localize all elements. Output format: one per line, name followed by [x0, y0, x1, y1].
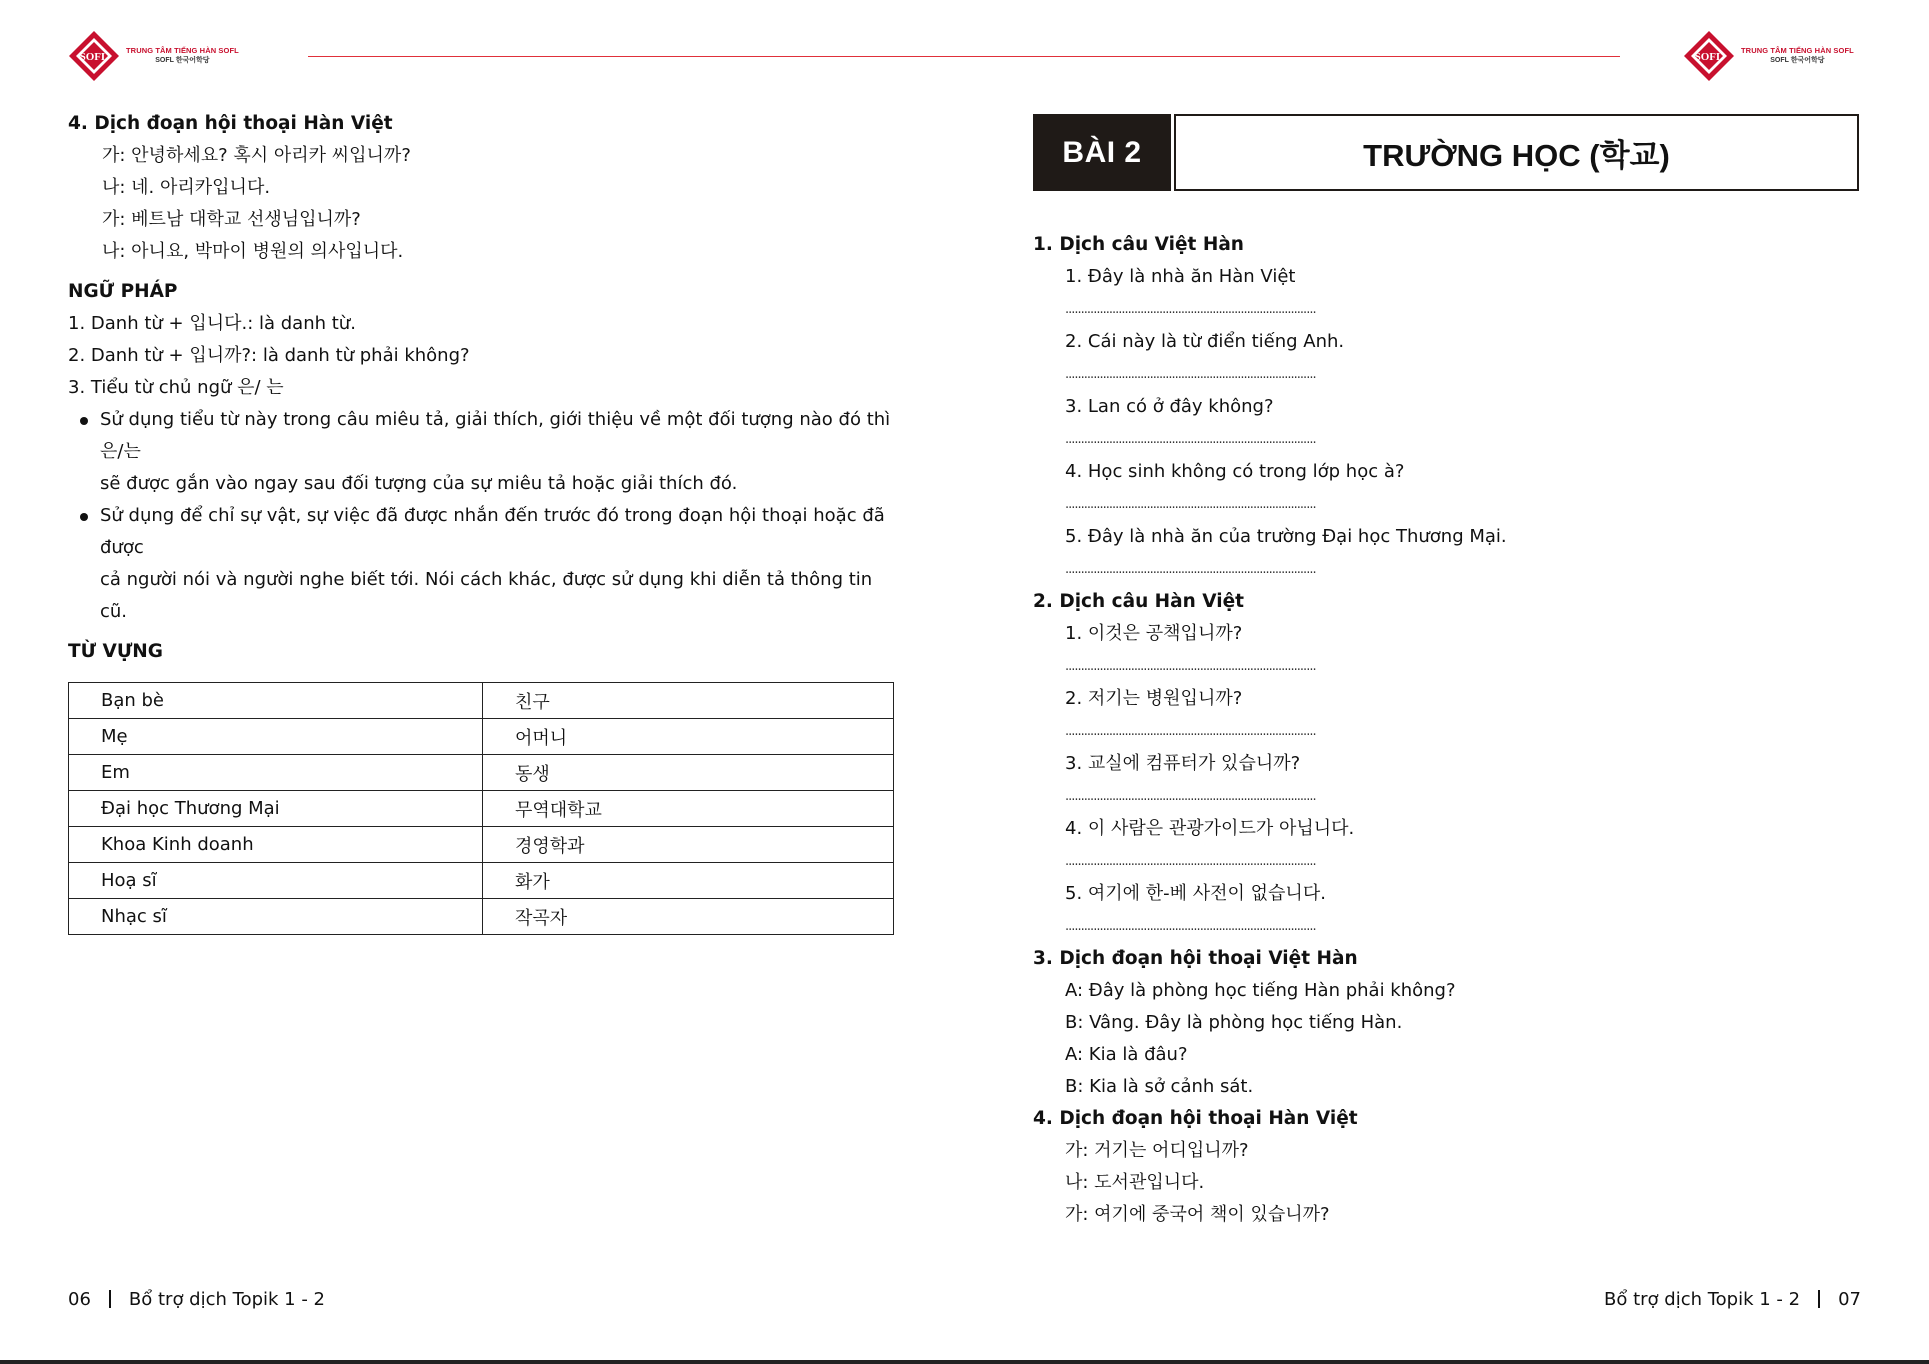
answer-line: ................................................................................	[1065, 367, 1316, 382]
vocab-vietnamese: Bạn bè	[69, 683, 483, 719]
vocab-vietnamese: Đại học Thương Mại	[69, 791, 483, 827]
section-heading: 4. Dịch đoạn hội thoại Hàn Việt	[1033, 1108, 1358, 1129]
section-heading: 3. Dịch đoạn hội thoại Việt Hàn	[1033, 948, 1358, 969]
vocab-vietnamese: Nhạc sĩ	[69, 899, 483, 935]
book-title: Bổ trợ dịch Topik 1 - 2	[1604, 1289, 1801, 1310]
dialogue-line: 가: 안녕하세요? 혹시 아리카 씨입니까?	[102, 145, 411, 166]
svg-text:SOFL: SOFL	[79, 51, 109, 63]
vocab-korean: 친구	[483, 683, 894, 719]
bullet-line: Sử dụng để chỉ sự vật, sự việc đã được nhắn đến trước đó trong đoạn hội thoại hoặc đã được	[100, 505, 885, 558]
vocab-korean: 화가	[483, 863, 894, 899]
dialogue-line: 가: 여기에 중국어 책이 있습니까?	[1065, 1204, 1330, 1225]
table-row	[69, 719, 894, 755]
page-number: 06	[68, 1289, 91, 1310]
logo-right	[1683, 30, 1854, 82]
logo-left	[68, 30, 239, 82]
right-page	[1033, 114, 1859, 1231]
answer-line: ................................................................................	[1065, 854, 1316, 869]
brand-subname: SOFL 한국어학당	[1770, 57, 1825, 65]
answer-line: ................................................................................	[1065, 432, 1316, 447]
section-heading: 1. Dịch câu Việt Hàn	[1033, 234, 1244, 255]
vocab-korean: 어머니	[483, 719, 894, 755]
table-row	[69, 755, 894, 791]
footer-separator	[109, 1290, 111, 1308]
vocab-table	[68, 682, 894, 935]
vocab-heading: TỪ VỰNG	[68, 641, 163, 662]
table-row	[69, 863, 894, 899]
answer-line: ................................................................................	[1065, 659, 1316, 674]
vocab-korean: 동생	[483, 755, 894, 791]
exercise-item: 3. 교실에 컴퓨터가 있습니까?	[1065, 753, 1301, 774]
exercise-item: 5. 여기에 한-베 사전이 없습니다.	[1065, 883, 1326, 904]
lesson-title: TRƯỜNG HỌC (학교)	[1174, 114, 1859, 191]
vocab-korean: 경영학과	[483, 827, 894, 863]
sofl-logo-icon	[68, 30, 120, 82]
footer-left	[68, 1289, 325, 1310]
dialogue-line: B: Vâng. Đây là phòng học tiếng Hàn.	[1065, 1012, 1403, 1033]
table-row	[69, 899, 894, 935]
grammar-item: 2. Danh từ + 입니까?: là danh từ phải không?	[68, 345, 470, 366]
vocab-vietnamese: Hoạ sĩ	[69, 863, 483, 899]
exercise-item: 4. 이 사람은 관광가이드가 아닙니다.	[1065, 818, 1355, 839]
vocab-vietnamese: Mẹ	[69, 719, 483, 755]
vocab-korean: 무역대학교	[483, 791, 894, 827]
answer-line: ................................................................................	[1065, 789, 1316, 804]
dialogue-line: A: Đây là phòng học tiếng Hàn phải không?	[1065, 980, 1456, 1001]
vocab-korean: 작곡자	[483, 899, 894, 935]
lesson-banner	[1033, 114, 1859, 191]
sofl-logo-icon	[1683, 30, 1735, 82]
book-title: Bổ trợ dịch Topik 1 - 2	[128, 1289, 325, 1310]
exercise-item: 5. Đây là nhà ăn của trường Đại học Thương Mại.	[1065, 526, 1507, 547]
answer-line: ................................................................................	[1065, 302, 1316, 317]
table-row	[69, 683, 894, 719]
vocab-vietnamese: Khoa Kinh doanh	[69, 827, 483, 863]
exercise-item: 4. Học sinh không có trong lớp học à?	[1065, 461, 1405, 482]
page-number: 07	[1838, 1289, 1861, 1310]
dialogue-line: 가: 베트남 대학교 선생님입니까?	[102, 209, 361, 230]
vocab-vietnamese: Em	[69, 755, 483, 791]
dialogue-line: 나: 아니요, 박마이 병원의 의사입니다.	[102, 241, 404, 262]
exercise-item: 1. Đây là nhà ăn Hàn Việt	[1065, 266, 1296, 287]
bullet-line: sẽ được gắn vào ngay sau đối tượng của sự miêu tả hoặc giải thích đó.	[100, 473, 738, 494]
grammar-bullet	[68, 500, 898, 628]
section-heading: 4. Dịch đoạn hội thoại Hàn Việt	[68, 113, 393, 134]
dialogue-line: 나: 도서관입니다.	[1065, 1172, 1205, 1193]
dialogue-line: B: Kia là sở cảnh sát.	[1065, 1076, 1254, 1097]
svg-text:SOFL: SOFL	[1694, 51, 1724, 63]
lesson-number: BÀI 2	[1033, 114, 1171, 191]
answer-line: ................................................................................	[1065, 562, 1316, 577]
answer-line: ................................................................................	[1065, 919, 1316, 934]
left-page	[68, 108, 898, 935]
bullet-line: Sử dụng tiểu từ này trong câu miêu tả, giải thích, giới thiệu về một đối tượng nào đó thì 은/는	[100, 409, 891, 462]
header-divider	[308, 56, 1620, 57]
brand-name: TRUNG TÂM TIẾNG HÀN SOFL	[126, 46, 239, 56]
grammar-item: 3. Tiểu từ chủ ngữ 은/ 는	[68, 377, 284, 398]
grammar-item: 1. Danh từ + 입니다.: là danh từ.	[68, 313, 356, 334]
answer-line: ................................................................................	[1065, 497, 1316, 512]
bullet-line: cả người nói và người nghe biết tới. Nói cách khác, được sử dụng khi diễn tả thông tin cũ.	[100, 569, 873, 622]
grammar-bullet	[68, 404, 898, 500]
exercise-item: 1. 이것은 공책입니까?	[1065, 623, 1243, 644]
table-row	[69, 827, 894, 863]
brand-subname: SOFL 한국어학당	[155, 57, 210, 65]
exercise-item: 2. Cái này là từ điển tiếng Anh.	[1065, 331, 1345, 352]
dialogue-line: A: Kia là đâu?	[1065, 1044, 1188, 1065]
dialogue-line: 나: 네. 아리카입니다.	[102, 177, 271, 198]
grammar-heading: NGỮ PHÁP	[68, 281, 178, 302]
brand-name: TRUNG TÂM TIẾNG HÀN SOFL	[1741, 46, 1854, 56]
dialogue-line: 가: 거기는 어디입니까?	[1065, 1140, 1249, 1161]
footer-right	[1604, 1289, 1861, 1310]
table-row	[69, 791, 894, 827]
section-heading: 2. Dịch câu Hàn Việt	[1033, 591, 1244, 612]
footer-separator	[1818, 1290, 1820, 1308]
exercise-item: 3. Lan có ở đây không?	[1065, 396, 1274, 417]
answer-line: ................................................................................	[1065, 724, 1316, 739]
exercise-item: 2. 저기는 병원입니까?	[1065, 688, 1243, 709]
bottom-edge	[0, 1360, 1929, 1364]
